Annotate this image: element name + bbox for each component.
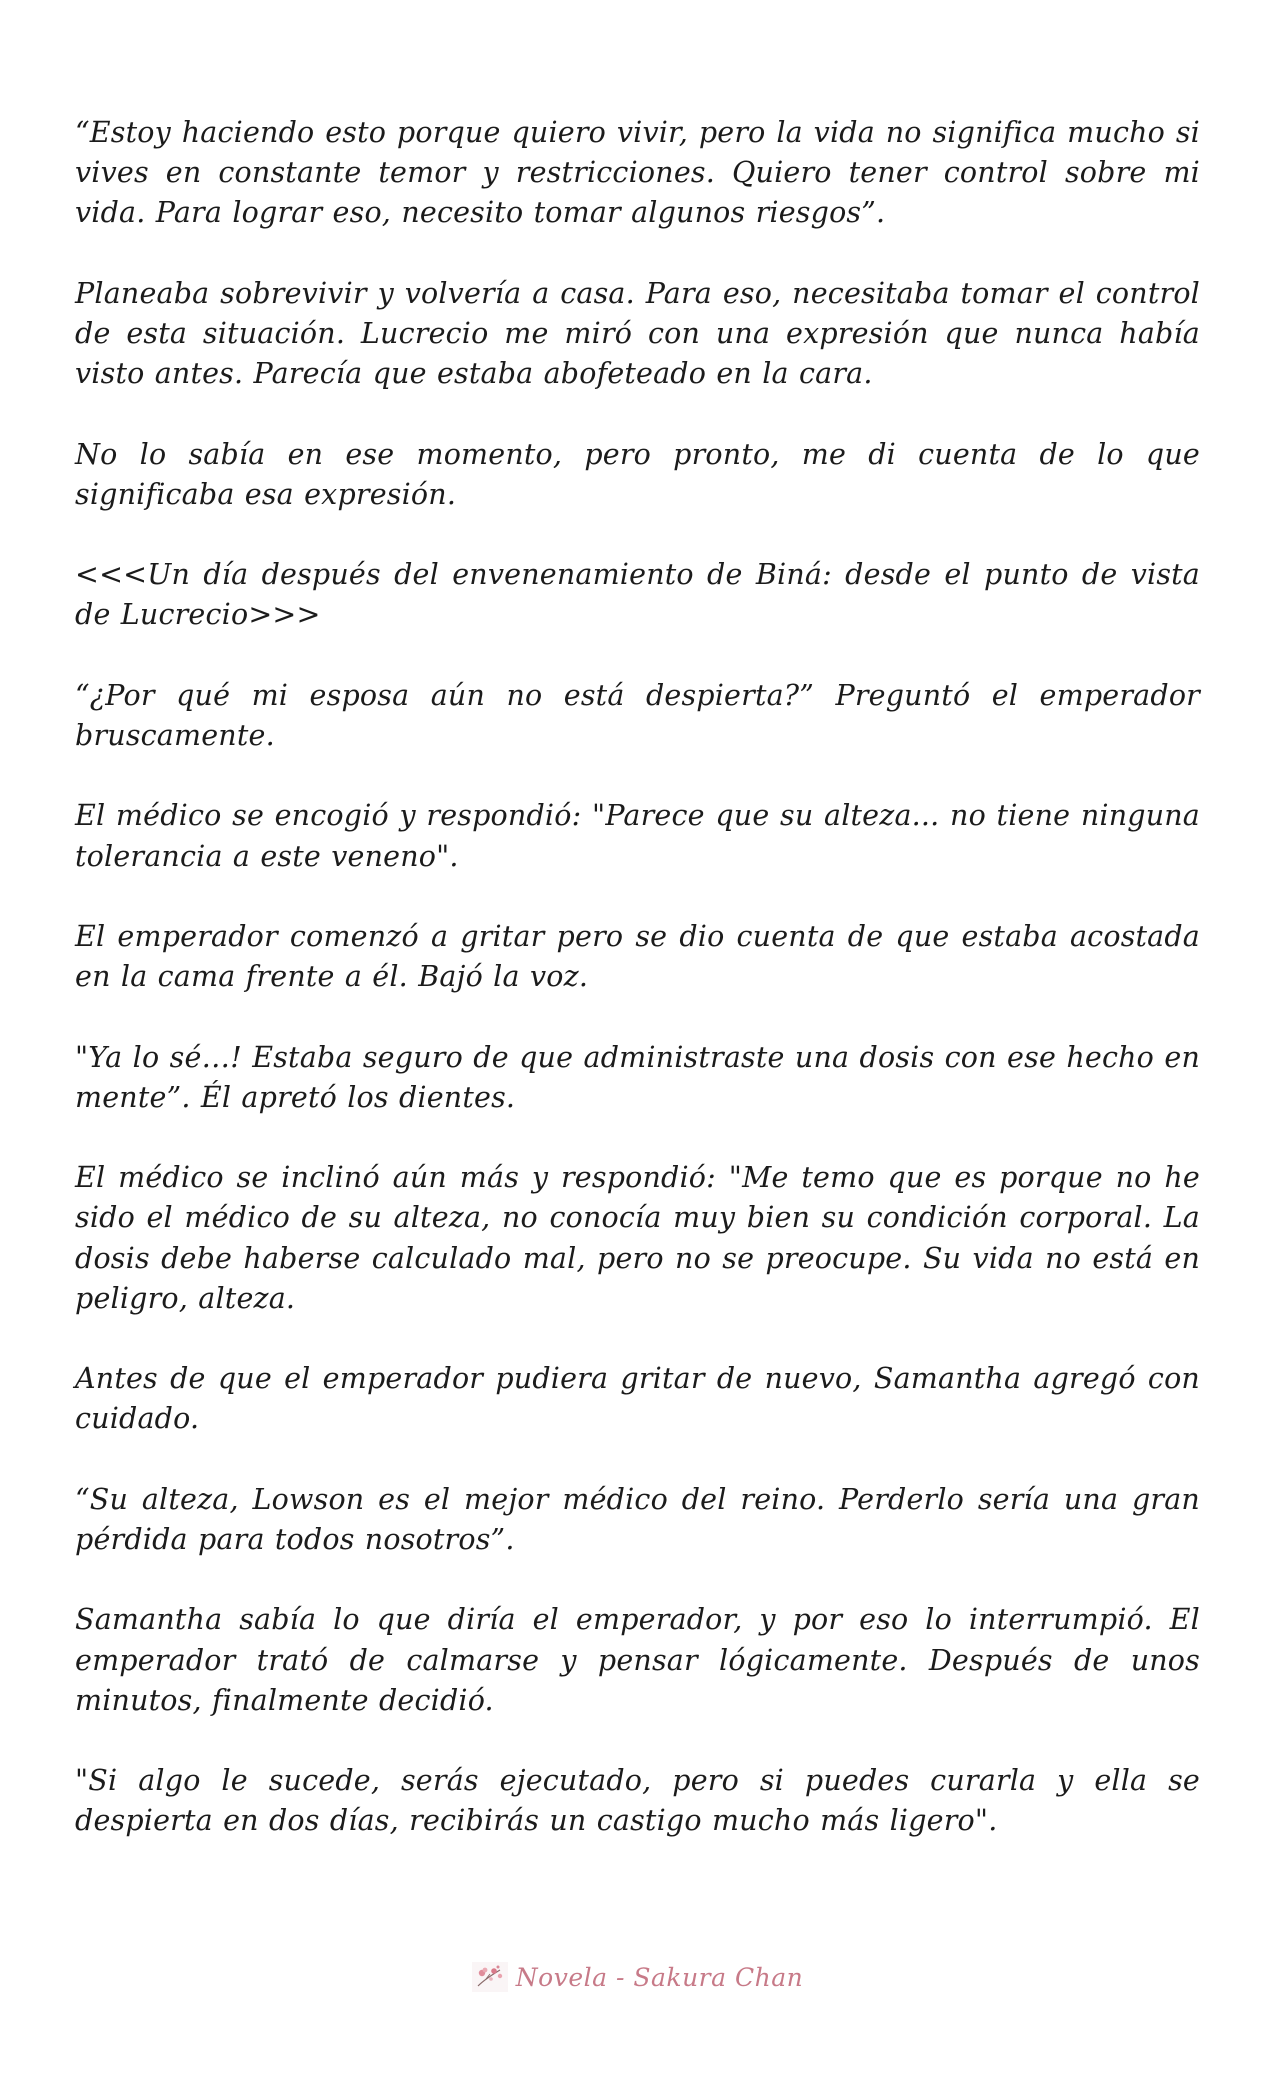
- paragraph-13: "Si algo le sucede, serás ejecutado, pero si puedes curarla y ella se despierta en dos días, recibirás un castigo mucho más ligero".: [75, 1764, 1200, 1838]
- paragraph-3: No lo sabía en ese momento, pero pronto, me di cuenta de lo que significaba esa expresión.: [75, 437, 1200, 511]
- paragraph-10: Antes de que el emperador pudiera gritar de nuevo, Samantha agregó con cuidado.: [75, 1362, 1200, 1436]
- paragraph-11: “Su alteza, Lowson es el mejor médico del reino. Perderlo sería una gran pérdida para todos nosotros”.: [75, 1482, 1200, 1556]
- paragraph-7: El emperador comenzó a gritar pero se dio cuenta de que estaba acostada en la cama frente a él. Bajó la voz.: [75, 919, 1200, 994]
- document-body: [75, 113, 1200, 1882]
- watermark: [472, 1962, 803, 1992]
- paragraph-6: El médico se encogió y respondió: "Parece que su alteza... no tiene ninguna tolerancia a este veneno".: [75, 799, 1200, 873]
- paragraph-1: “Estoy haciendo esto porque quiero vivir, pero la vida no significa mucho si vives en constante temor y restricciones. Quiero tener control sobre mi vida. Para lograr eso, necesito tomar algunos riesgos”.: [75, 116, 1200, 230]
- scene-header: <<<Un día después del envenenamiento de Biná: desde el punto de vista de Lucrecio>>>: [75, 558, 1200, 632]
- paragraph-5: “¿Por qué mi esposa aún no está despierta?” Preguntó el emperador bruscamente.: [75, 678, 1200, 752]
- paragraph-9: El médico se inclinó aún más y respondió: "Me temo que es porque no he sido el médico de su alteza, no conocía muy bien su condición corporal. La dosis debe haberse calculado mal, pero no se preocupe. Su vida no está en peligro, alteza.: [75, 1161, 1200, 1315]
- paragraph-2: Planeaba sobrevivir y volvería a casa. Para eso, necesitaba tomar el control de esta situación. Lucrecio me miró con una expresión que nunca había visto antes. Parecía que estaba abofeteado en la cara.: [75, 276, 1200, 391]
- sakura-flower-icon: [472, 1962, 508, 1992]
- paragraph-12: Samantha sabía lo que diría el emperador, y por eso lo interrumpió. El emperador trató de calmarse y pensar lógicamente. Después de unos minutos, finalmente decidió.: [75, 1603, 1200, 1717]
- paragraph-8: "Ya lo sé…! Estaba seguro de que administraste una dosis con ese hecho en mente”. Él apretó los dientes.: [75, 1040, 1200, 1114]
- watermark-footer: [0, 1962, 1275, 1992]
- watermark-text: Novela - Sakura Chan: [515, 1962, 804, 1992]
